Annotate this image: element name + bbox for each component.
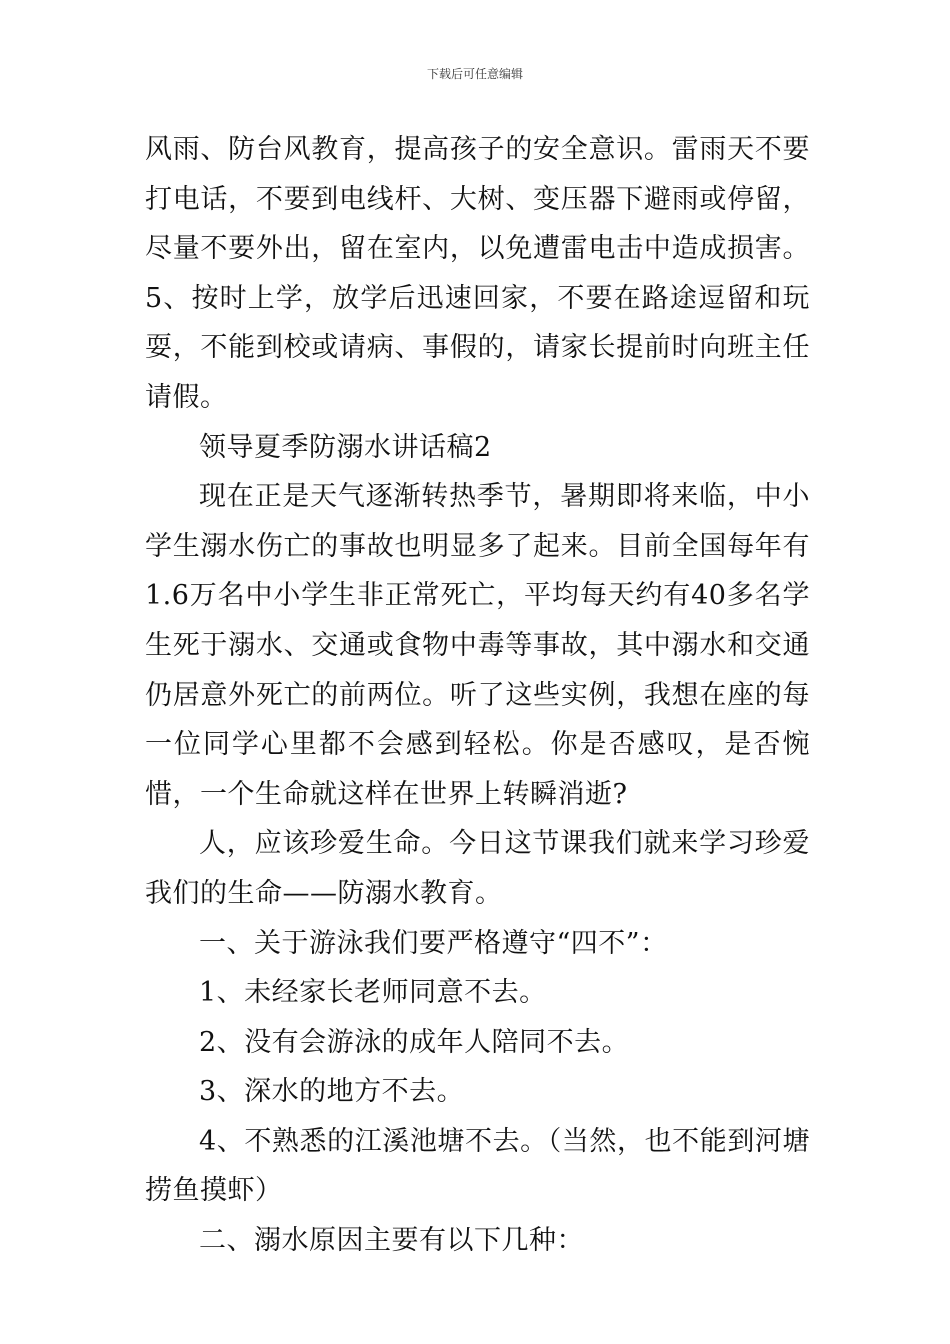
page-header: 下载后可任意编辑 xyxy=(426,67,523,81)
paragraph-intro: 现在正是天气逐渐转热季节，暑期即将来临，中小学生溺水伤亡的事故也明显多了起来。目前全国每年有1.6万名中小学生非正常死亡，平均每天约有40多名学生死于溺水、交通或食物中毒等事故，其中溺水和交通仍居意外死亡的前两位。听了这些实例，我想在座的每一位同学心里都不会感到轻松。你是否感叹，是否惋惜，一个生命就这样在世界上转瞬消逝? xyxy=(145,481,810,810)
list-item-2: 2、没有会游泳的成年人陪同不去。 xyxy=(199,1026,630,1058)
list-item-3: 3、深水的地方不去。 xyxy=(199,1076,465,1108)
paragraph-cherish-life: 人，应该珍爱生命。今日这节课我们就来学习珍爱我们的生命——防溺水教育。 xyxy=(145,828,810,909)
section-title: 领导夏季防溺水讲话稿2 xyxy=(199,431,492,463)
list-item-1: 1、未经家长老师同意不去。 xyxy=(199,977,547,1009)
list-item-4: 4、不熟悉的江溪池塘不去。（当然，也不能到河塘捞鱼摸虾） xyxy=(145,1125,810,1207)
list-heading-causes: 二、溺水原因主要有以下几种： xyxy=(199,1225,584,1257)
list-heading-four-nos: 一、关于游泳我们要严格遵守“四不”： xyxy=(199,927,668,959)
paragraph-continuation: 风雨、防台风教育，提高孩子的安全意识。雷雨天不要打电话，不要到电线杆、大树、变压器下避雨或停留，尽量不要外出，留在室内，以免遭雷电击中造成损害。5、按时上学，放学后迅速回家，不要在路途逗留和玩耍，不能到校或请病、事假的，请家长提前时向班主任请假。 xyxy=(145,134,810,413)
document-body xyxy=(145,125,810,1266)
